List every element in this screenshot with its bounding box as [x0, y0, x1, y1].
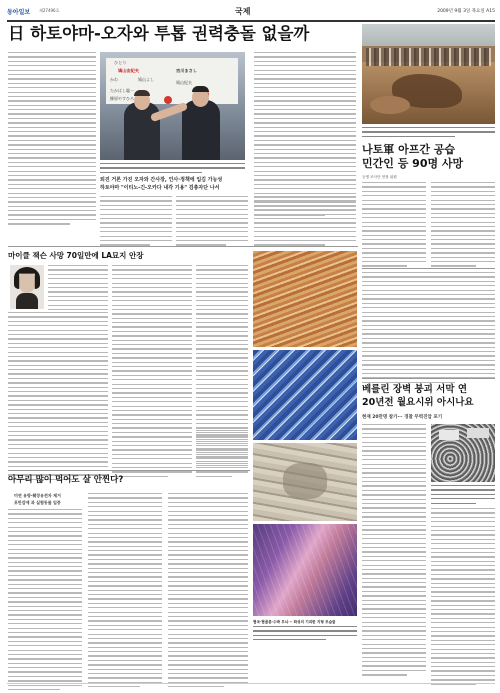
edition-number: 제27496호 [39, 8, 60, 13]
board-text-6: 鳩山紀夫 [176, 80, 192, 85]
story4-body-1 [362, 182, 426, 270]
story1-body-bottom-3 [254, 196, 356, 249]
story3-body-1 [8, 509, 82, 693]
story5-body-1 [362, 424, 426, 679]
board-text-5: 鳩山よし [138, 77, 154, 82]
newspaper-name: 동아일보 [7, 9, 31, 16]
story2-body-2 [8, 312, 108, 483]
masthead [7, 6, 495, 18]
board-text-2: 鳩山由紀夫 [118, 68, 139, 73]
story1-body-left [8, 52, 96, 228]
story1-subhead: 퇴진 거론 가진 오자와 간사장, 인사·정책에 입김 가능성 하토야마 "이티노-긴-오카다 내각 기용" 검총자단 나서 [100, 177, 223, 191]
date-page: 2009년 9월 3일 목요일 A15 [437, 9, 495, 14]
afghanistan-photo [362, 24, 495, 124]
story4-body-2 [431, 182, 495, 270]
protest-photo [431, 424, 495, 482]
story3-body-2 [88, 493, 162, 691]
story1-body-bottom-2 [176, 196, 248, 249]
story2-headline: 마이클 잭슨 사망 70일만에 LA묘지 안장 [8, 251, 144, 260]
board-text-7: たかはし聡一 [110, 88, 134, 93]
story5-subhead: 현재 20만명 참가··· 경찰 무력진압 포기 [362, 415, 443, 420]
main-headline: 日 하토야마-오자와 투톱 권력충돌 없을까 [8, 24, 310, 43]
board-text-4: かわ [110, 77, 118, 82]
story1-body-right [254, 52, 356, 219]
story3-headline: 아무리 많이 먹어도 살 안찐다? [8, 475, 124, 485]
story3-sub2: 포만감에 과 실험동물 입증 [14, 500, 61, 505]
jackson-photo [10, 265, 44, 309]
divider-1 [8, 246, 358, 247]
mars-photo-1 [253, 251, 357, 347]
mars-photo-2 [253, 350, 357, 440]
politicians-photo [100, 52, 245, 160]
story2-body-1 [48, 265, 108, 313]
divider-2 [8, 470, 250, 471]
section-title: 국제 [235, 7, 251, 16]
mars-caption-title: 협곡·협골총·수박 무늬··· 화성의 기괴한 지형 모습들 [253, 620, 336, 624]
story3-body-3 [168, 493, 248, 691]
footer-rule [7, 683, 495, 684]
story4-body-3 [362, 272, 495, 386]
story5-headline: 베를린 장벽 붕괴 서막 연 20년전 월요시위 아시나요 [362, 384, 474, 408]
protest-photo-caption [431, 485, 495, 507]
board-text-1: ひとり [114, 60, 127, 65]
story4-byline: 등생 조사단 현장 위원 [362, 175, 397, 179]
story3-sub1: 미연 유방·췌장유전자 제거 [14, 493, 61, 498]
afghanistan-photo-caption [362, 127, 495, 140]
divider-right-2 [362, 378, 495, 379]
board-text-3: 吉川まさし [176, 68, 197, 73]
divider-right-1 [362, 268, 495, 269]
story4-headline: 나토軍 아프간 공습 민간인 등 90명 사망 [362, 143, 464, 170]
story2-body-3 [112, 265, 192, 480]
board-text-8: 柳原やすひろ [110, 96, 134, 101]
story1-body-bottom-1 [100, 196, 172, 249]
politicians-photo-caption [100, 163, 245, 176]
story5-body-2 [431, 508, 495, 688]
mars-photo-4 [253, 524, 357, 616]
mars-photo-3 [253, 443, 357, 521]
mars-caption-body [253, 626, 357, 644]
story2-body-5 [196, 430, 248, 474]
header-rule [7, 20, 495, 22]
